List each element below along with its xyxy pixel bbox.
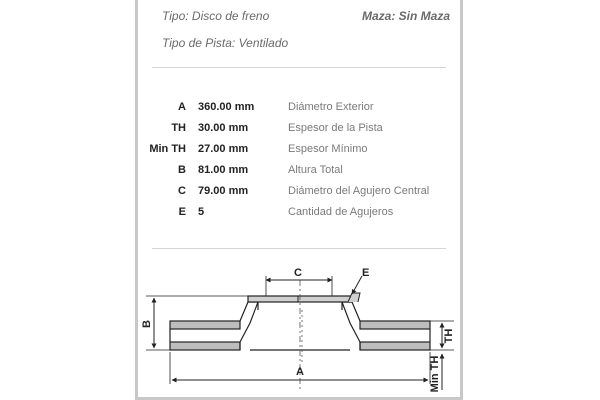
- spec-code: E: [178, 205, 186, 218]
- spec-row-b: [138, 159, 460, 180]
- spec-value: 30.00 mm: [198, 121, 249, 134]
- disc-section-left: [170, 302, 258, 350]
- hub-type-label: Maza: Sin Maza: [362, 9, 451, 23]
- spec-description: Espesor Mínimo: [288, 142, 368, 155]
- spec-code: Min TH: [149, 142, 186, 155]
- spec-description: Cantidad de Agujeros: [288, 205, 394, 218]
- divider-top: [152, 67, 446, 68]
- spec-description: Espesor de la Pista: [288, 121, 383, 134]
- spec-row-th: [138, 117, 460, 138]
- label-c: C: [294, 267, 302, 279]
- label-a: A: [296, 366, 304, 378]
- divider-bottom: [152, 248, 446, 249]
- spec-description: Altura Total: [288, 163, 343, 176]
- disc-type-label: Tipo: Disco de freno: [162, 9, 270, 23]
- brake-disc-cross-section: [138, 262, 460, 397]
- dimension-th: [430, 321, 455, 350]
- label-min-th: Min TH: [429, 355, 441, 393]
- disc-section-right: [342, 302, 430, 350]
- spec-row-e: [138, 201, 460, 222]
- spec-table: [138, 96, 460, 222]
- label-th: TH: [443, 328, 455, 344]
- spec-row-c: [138, 180, 460, 201]
- label-e: E: [362, 267, 370, 279]
- spec-value: 79.00 mm: [198, 184, 249, 197]
- hat-section: [248, 293, 360, 350]
- spec-code: TH: [171, 121, 186, 134]
- track-type-label: Tipo de Pista: Ventilado: [162, 36, 289, 50]
- spec-value: 81.00 mm: [198, 163, 249, 176]
- dimension-e: [352, 267, 369, 294]
- spec-value: 5: [198, 205, 205, 218]
- dimension-min-th: [429, 354, 442, 392]
- spec-code: C: [178, 184, 186, 197]
- dimension-c: [266, 266, 332, 280]
- spec-card: [135, 0, 463, 400]
- spec-value: 360.00 mm: [198, 100, 255, 113]
- spec-code: A: [178, 100, 186, 113]
- spec-row-min-th: [138, 138, 460, 159]
- spec-value: 27.00 mm: [198, 142, 249, 155]
- spec-description: Diámetro del Agujero Central: [288, 184, 430, 197]
- label-b: B: [141, 320, 153, 328]
- spec-row-a: [138, 96, 460, 117]
- spec-code: B: [178, 163, 186, 176]
- spec-description: Diámetro Exterior: [288, 100, 374, 113]
